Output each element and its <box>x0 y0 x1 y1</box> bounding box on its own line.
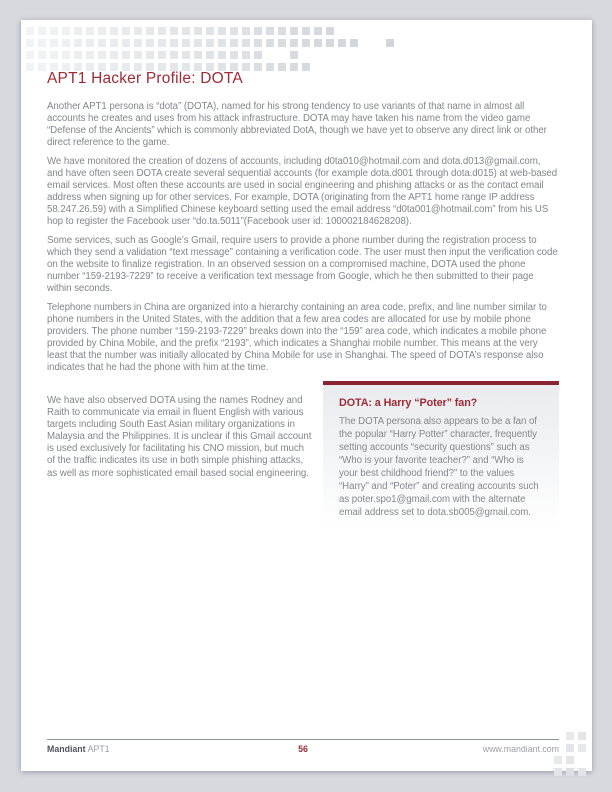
left-text-column <box>47 381 312 480</box>
body-paragraph: Some services, such as Google’s Gmail, require users to provide a phone number during the registration process to which they send a validation “text message” containing a verification code. The user must then input the verification code on the website to finalize registration. In an observed session on a compromised machine, DOTA used the phone number “159-2193-7229” to receive a verification text message from Google, which he then submitted to their page within seconds. <box>47 234 558 295</box>
document-page <box>21 20 592 771</box>
body-paragraph: Telephone numbers in China are organized into a hierarchy containing an area code, prefix, and line number similar to phone numbers in the United States, with the addition that a few area codes are allocated for use by mobile phone providers. The phone number “159-2193-7229” breaks down into the “159” area code, which indicates a mobile phone provided by China Mobile, and the prefix “2193”, which indicates a Shanghai mobile number. This means at the very least that the number was initially allocated by China Mobile for use in Shanghai. The speed of DOTA’s response also indicates that he had the phone with him at the time. <box>47 301 547 374</box>
page-title: APT1 Hacker Profile: DOTA <box>47 70 243 87</box>
header-pixel-pattern-decoration <box>26 27 406 73</box>
footer-website: www.mandiant.com <box>482 744 559 754</box>
callout-box <box>323 381 559 541</box>
callout-title: DOTA: a Harry “Poter” fan? <box>339 396 478 409</box>
corner-pixel-pattern-decoration <box>554 732 588 770</box>
two-column-section <box>47 381 559 541</box>
page-content <box>47 70 559 541</box>
body-paragraph: We have monitored the creation of dozens of accounts, including d0ta010@hotmail.com and dota.d013@gmail.com, and have often seen DOTA create several sequential accounts (for example dota.d001 through dota.d015) at web-based email services. Most often these accounts are used in social engineering and phishing attacks or as the contact email address when signing up for other services. For example, DOTA (originating from the APT1 home range IP address 58.247.26.59) with a Simplified Chinese keyboard setting used the email address “d0ta001@hotmail.com” from his US hop to register the Facebook user “do.ta.5011”(Facebook user id: 100002184628208). <box>47 155 558 228</box>
footer-divider <box>47 739 559 740</box>
footer-brand: Mandiant APT1 <box>47 744 110 754</box>
body-paragraph: We have also observed DOTA using the names Rodney and Raith to communicate via email in fluent English with various targets including South East Asian military organizations in Malaysia and the Philippines. It is unclear if this Gmail account is used exclusively for facilitating his CNO mission, but much of the traffic indicates its use in both simple phishing attacks, as well as more sophisticated email based social engineering. <box>47 394 312 479</box>
callout-body: The DOTA persona also appears to be a fan of the popular “Harry Potter” character, frequently setting accounts “security questions” such as “Who is your favorite teacher?” and “Who is your best childhood friend?” to the values “Harry” and “Poter” and creating accounts such as poter.spo1@gmail.com with the alternate email address set to dota.sb005@gmail.com. <box>339 415 539 518</box>
body-paragraph: Another APT1 persona is “dota” (DOTA), named for his strong tendency to use variants of that name in almost all accounts he creates and uses from his attack infrastructure. DOTA may have taken his name from the video game “Defense of the Ancients” which is commonly abbreviated DotA, though we have yet to observe any direct link or other direct reference to the game. <box>47 101 547 149</box>
footer-page-number: 56 <box>298 744 308 754</box>
footer-report-name: APT1 <box>87 744 110 754</box>
